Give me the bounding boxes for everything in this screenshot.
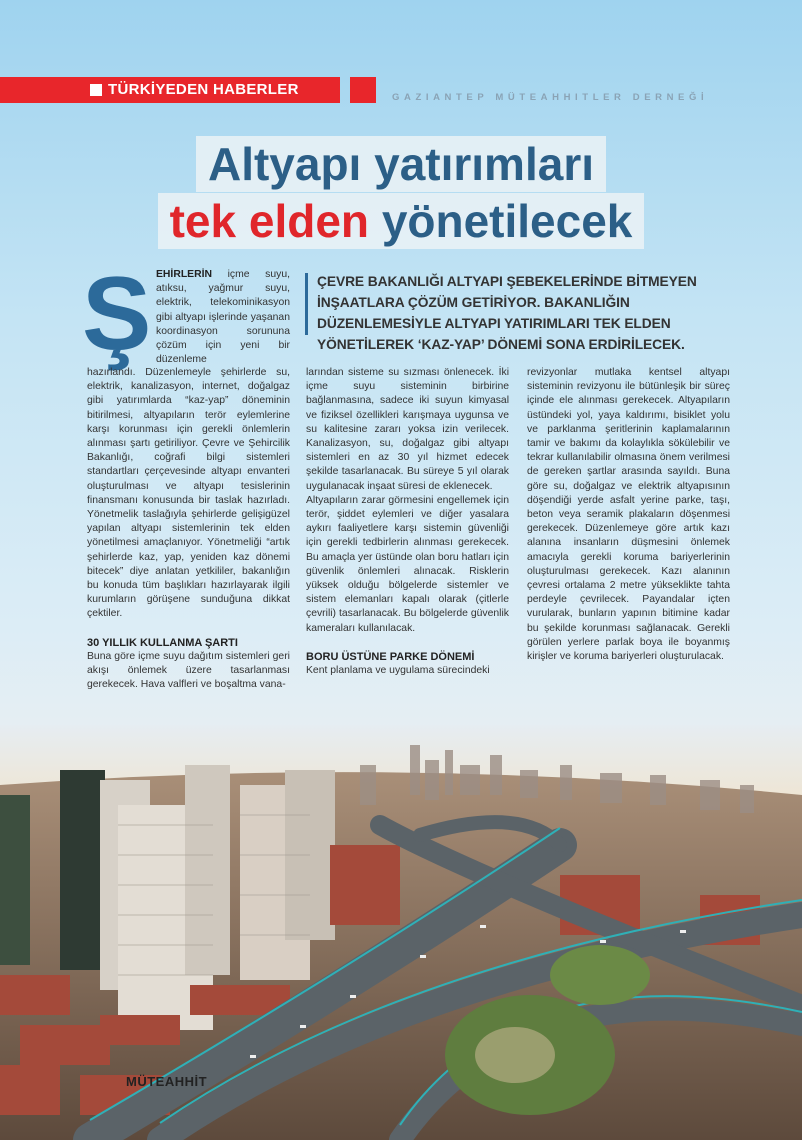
headline-text-1: Altyapı yatırımları xyxy=(196,136,606,192)
intro-bold: EHİRLERİN xyxy=(156,269,212,280)
subheading: 30 YILLIK KULLANMA ŞARTI xyxy=(87,636,238,649)
subheading: BORU ÜSTÜNE PARKE DÖNEMİ xyxy=(306,650,475,663)
city-photo xyxy=(0,725,802,1140)
paragraph: larından sisteme su sızması önlenecek. İki içme suyu sisteminin birbirine bağlanmasına, sadece iki suyun kimyasal ve fiziksel özellikleri karışmaya uygunsa ve su kalitesine zararı yoksa izin verilecek. Kanalizasyon, su, doğalgaz gibi altyapı sistemleri en az 30 yıl hizmet edecek şekilde tasarlanacak. Bu süreye 5 yıl olarak uygulanacak inşaat süresi de eklenecek. xyxy=(306,367,509,492)
column-1 xyxy=(87,366,290,692)
square-icon xyxy=(90,84,102,96)
headline-blue: yönetilecek xyxy=(381,195,633,247)
headline-line-1 xyxy=(0,136,802,192)
section-title: TÜRKİYEDEN HABERLER xyxy=(108,81,299,98)
paragraph: revizyonlar mutlaka kentsel altyapı sisteminin revizyonu ile bütünleşik bir süreç içinde ele alınması gerekecek. Altyapıların üstündeki yol, yaya kaldırımı, bisiklet yolu ve parklanma şeritlerinin kaplamalarının tamir ve bakımı da kolaylıkla sökülebilir ve tekrar kullanılabilir olmasına önem verilmesi de gereken şartlar arasında sayıldı. Buna göre su, doğalgaz ve elektrik altyapısının döşendiği yerde asfalt yerine parke, taşı, beton veya seramik plakaların döşenmesi gerekecek. Düzenlemeye göre artık kazı alanına insanların düşmesini önlemek amacıyla gerekli koruma bariyerlerinin oluşturulması gerekecek. Kazı alanının çevresi ortalama 2 metre yükseklikte tahta perdeyle çevrilecek. Payandalar içten vurularak, bunların yapının bitimine kadar bu şekilde korunması sağlanacak. Gerekli görülen yerlere parlak boya ile boyanmış kirişler ve koruma bariyerleri oluşturulacak. xyxy=(527,367,730,663)
headline-line-2 xyxy=(0,193,802,249)
paragraph: Altyapıların zarar görmesini engellemek için terör, şiddet eylemleri ve diğer yasalara aykırı faaliyetlere karşı sistemin güvenliği için gerekli tedbirlerin alınması gerekecek. Bu amaçla yer üstünde olan boru hatları için güvenlik önlemleri alınacak. Risklerin yüksek olduğu bölgelerde sistemler ve sistem elemanları kapalı olarak (çitlerle çevrili) tasarlanacak. Bu bölgelerde güvenlik kameraları kullanılacak. xyxy=(306,494,509,634)
lead-paragraph: ÇEVRE BAKANLIĞI ALTYAPI ŞEBEKELERİNDE BİTMEYEN İNŞAATLARA ÇÖZÜM GETİRİYOR. BAKANLIĞIN DÜZENLEMESİYLE ALTYAPI YATIRIMLARI TEK ELDEN YÖNETİLEREK ‘KAZ-YAP’ DÖNEMİ SONA ERDİRİLECEK. xyxy=(317,274,697,352)
column-2 xyxy=(306,366,509,678)
column-3 xyxy=(527,366,730,664)
paragraph: Kent planlama ve uygulama sürecindeki xyxy=(306,664,490,676)
section-bar xyxy=(0,77,340,103)
paragraph: hazırlandı. Düzenlemeyle şehirlerde su, elektrik, kanalizasyon, internet, doğalgaz gibi yatırımlarda “kaz-yap” döneminin bitirilmesi, altyapıların terör eylemlerine karşı korunması için gerekli önlemlerin alınması şartı getiriliyor. Çevre ve Şehircilik Bakanlığı, coğrafi bilgi sistemleri standartları çerçevesinde altyapı envanteri oluşturulması ve altyapı tesislerinin finansmanı konusunda bir taslak hazırladı. Yönetmelik taslağıyla şehirlerde gelişigüzel yapılan altyapı sistemlerinin tek elden yönetilmesi amaçlanıyor. Yönetmeliği “artık şehirlerde kaz, yap, yeniden kaz dönemi bitecek” diye anlatan yetkililer, bakanlığın bu konuda tüm başlıkları hazırlayarak ilgili kurumların görüşene sunduğuna dikkat çektiler. xyxy=(87,367,290,620)
drop-cap: Ş xyxy=(82,256,152,372)
intro-text xyxy=(156,268,290,367)
headline-red: tek elden xyxy=(169,195,370,247)
association-name: GAZIANTEP MÜTEAHHITLER DERNEĞİ xyxy=(392,92,709,103)
intro-body: içme suyu, atıksu, yağmur suyu, elektrik, telekominikasyon gibi altyapı işlerinde yaşanan koordinasyon sorununa çözüm için yeni bir düzenleme xyxy=(156,269,290,366)
lead-bar xyxy=(305,273,308,335)
red-block xyxy=(350,77,376,103)
paragraph: Buna göre içme suyu dağıtım sistemleri geri akışı önlemek üzere tasarlanması gerekecek. Hava valfleri ve boşaltma vana- xyxy=(87,650,290,691)
magazine-logo: MÜTEAHHİT xyxy=(126,1074,208,1089)
